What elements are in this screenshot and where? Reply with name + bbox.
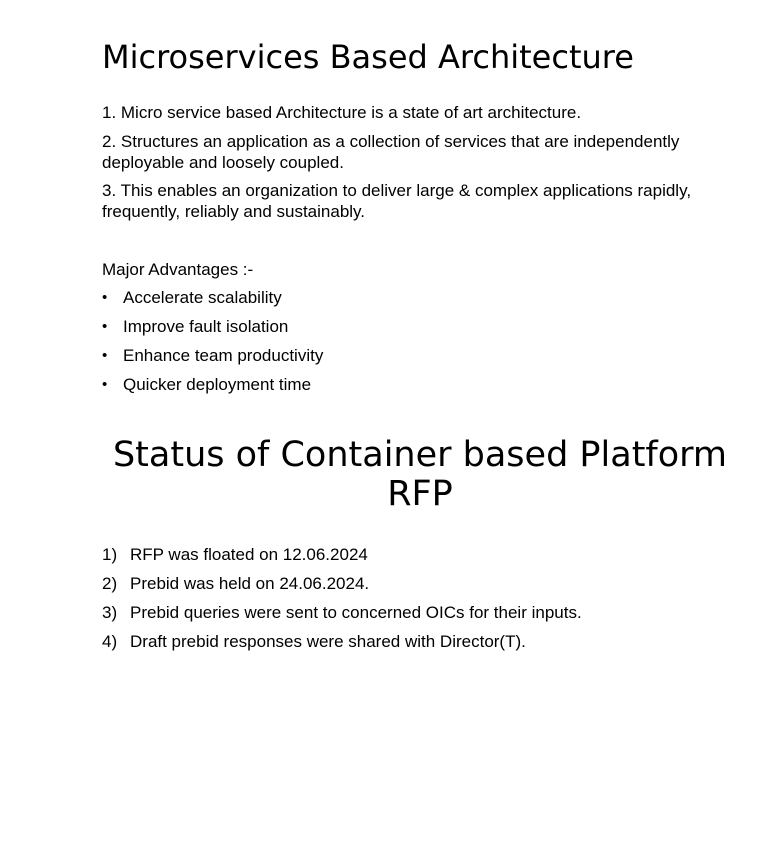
status-text: Prebid was held on 24.06.2024. <box>130 574 370 593</box>
section-title: Status of Container based Platform RFP <box>112 435 728 514</box>
list-item <box>102 374 323 403</box>
list-number: 4) <box>102 632 118 651</box>
list-item <box>102 287 323 316</box>
list-item <box>102 316 323 345</box>
advantages-heading: Major Advantages :- <box>102 260 254 279</box>
page-title: Microservices Based Architecture <box>102 38 634 76</box>
advantage-text: Quicker deployment time <box>123 375 312 394</box>
advantages-list <box>102 287 323 403</box>
list-item <box>102 573 582 602</box>
status-text: RFP was floated on 12.06.2024 <box>130 545 368 564</box>
list-number: 2) <box>102 574 118 593</box>
paragraph-1: 1. Micro service based Architecture is a state of art architecture. <box>102 103 582 122</box>
list-item <box>102 544 582 573</box>
list-number: 3) <box>102 603 118 622</box>
bullet-icon: • <box>102 376 108 393</box>
paragraph-2: 2. Structures an application as a collection of services that are independently deployable and loosely coupled. <box>102 132 680 172</box>
paragraph-3: 3. This enables an organization to deliver large & complex applications rapidly, frequently, reliably and sustainably. <box>102 181 692 221</box>
status-list <box>102 544 582 660</box>
list-number: 1) <box>102 545 118 564</box>
status-text: Prebid queries were sent to concerned OICs for their inputs. <box>130 603 582 622</box>
list-item <box>102 631 582 660</box>
bullet-icon: • <box>102 318 108 335</box>
advantage-text: Improve fault isolation <box>123 317 289 336</box>
advantage-text: Enhance team productivity <box>123 346 324 365</box>
bullet-icon: • <box>102 347 108 364</box>
advantage-text: Accelerate scalability <box>123 288 282 307</box>
list-item <box>102 345 323 374</box>
list-item <box>102 602 582 631</box>
bullet-icon: • <box>102 289 108 306</box>
status-text: Draft prebid responses were shared with Director(T). <box>130 632 526 651</box>
